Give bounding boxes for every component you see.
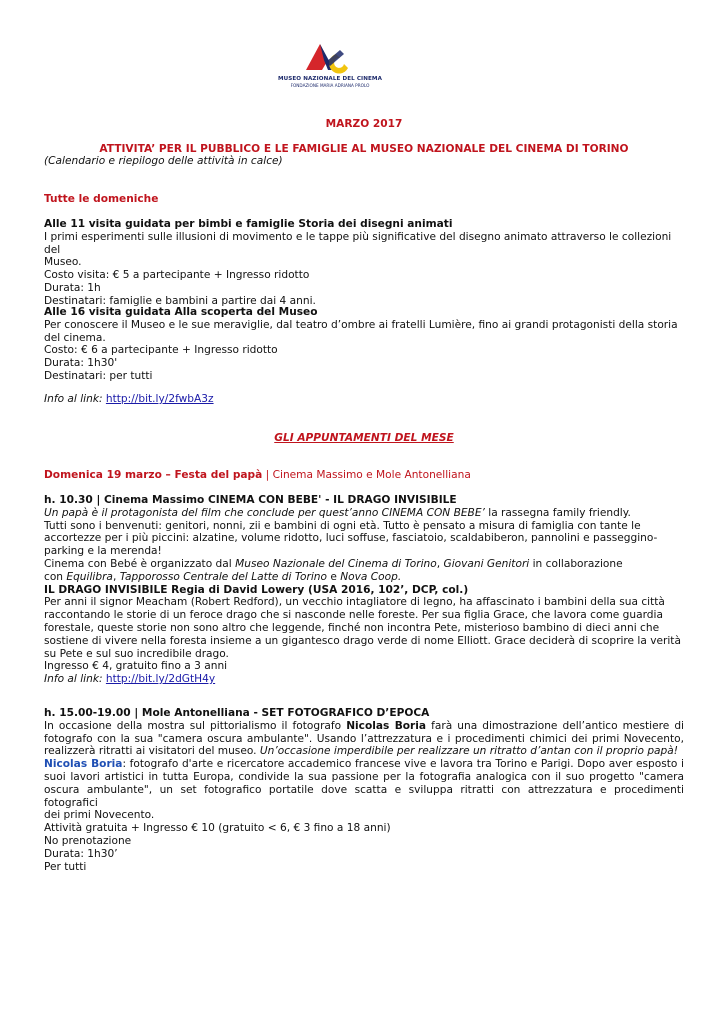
sundays-heading: Tutte le domeniche xyxy=(44,193,159,205)
day-heading xyxy=(44,469,684,482)
museum-logo xyxy=(270,40,390,88)
visit-2-audience: Destinatari: per tutti xyxy=(44,369,153,382)
appointments-heading: GLI APPUNTAMENTI DEL MESE xyxy=(274,432,454,444)
sundays-info xyxy=(44,393,684,406)
event-1-info-link[interactable]: http://bit.ly/2dGtH4y xyxy=(105,673,216,686)
event-2-audience: Per tutti xyxy=(44,860,87,873)
event-2-duration: Durata: 1h30’ xyxy=(44,847,118,860)
event-2-block xyxy=(44,707,684,873)
day-heading-date: Domenica 19 marzo – Festa del papà xyxy=(44,469,263,481)
visit-2-duration: Durata: 1h30' xyxy=(44,357,118,370)
visit-1-duration: Durata: 1h xyxy=(44,281,101,294)
event-1-text-line: Tutti sono i benvenuti: genitori, nonni, zii e bambini di ogni età. Tutto è pensato a misura di famiglia con tante le xyxy=(44,519,641,532)
visit-2-desc-line: del cinema. xyxy=(44,331,106,344)
film-title: IL DRAGO INVISIBILE Regia di David Lowery (USA 2016, 102’, DCP, col.) xyxy=(44,583,469,596)
event-2-text-line: fotografo con la sua "camera oscura ambulante". Usando l’attrezzatura e i procedimenti chimici dei primi Novecento, xyxy=(44,732,684,745)
document-subtitle: (Calendario e riepilogo delle attività in calce) xyxy=(44,155,283,167)
info-label: Info al link: xyxy=(44,673,103,686)
event-2-text-line: In occasione della mostra sul pittorialismo il fotografo Nicolas Boria farà una dimostrazione dell’antico mestiere di xyxy=(44,719,684,732)
event-1-organizers: Cinema con Bebé è organizzato dal Museo Nazionale del Cinema di Torino, Giovani Genitori in collaborazione xyxy=(44,557,623,570)
photographer-bio-line: Nicolas Boria: fotografo d'arte e ricercatore accademico francese vive e lavora tra Torino e Parigi. Dopo aver esposto i xyxy=(44,758,685,771)
visit-1-title: Alle 11 visita guidata per bimbi e famiglie Storia dei disegni animati xyxy=(44,218,453,230)
visit-2-title: Alle 16 visita guidata Alla scoperta del Museo xyxy=(44,306,318,318)
visit-2-block xyxy=(44,306,684,383)
visit-2-cost: Costo: € 6 a partecipante + Ingresso ridotto xyxy=(44,344,278,357)
event-2-price: Attività gratuita + Ingresso € 10 (gratuito < 6, € 3 fino a 18 anni) xyxy=(44,822,391,835)
museum-logo-icon xyxy=(300,40,360,76)
event-1-price: Ingresso € 4, gratuito fino a 3 anni xyxy=(44,660,228,673)
document-title: ATTIVITA’ PER IL PUBBLICO E LE FAMIGLIE AL MUSEO NAZIONALE DEL CINEMA DI TORINO xyxy=(99,143,629,155)
event-1-intro-rest: la rassegna family friendly. xyxy=(484,506,631,519)
event-1-partners: con Equilibra, Tapporosso Centrale del Latte di Torino e Nova Coop. xyxy=(44,570,402,583)
visit-1-desc-line: I primi esperimenti sulle illusioni di movimento e le tappe più significative del disegno animato attraverso le collezioni del xyxy=(44,230,672,256)
sundays-info-link[interactable]: http://bit.ly/2fwbA3z xyxy=(105,393,214,405)
visit-1-desc-line: Museo. xyxy=(44,256,82,269)
film-synopsis-line: forestale, queste storie non sono altro che leggende, finché non incontra Pete, misterioso bambino di dieci anni che xyxy=(44,621,660,634)
film-synopsis-line: su Pete e sul suo incredibile drago. xyxy=(44,647,229,660)
photographer-bio-line: oscura ambulante", un set fotografico portatile dove scatta e sviluppa ritratti con attrezzatura e procedimenti fotografici xyxy=(44,783,684,809)
visit-2-desc-line: Per conoscere il Museo e le sue meraviglie, dal teatro d’ombre ai fratelli Lumière, fino ai grandi protagonisti della storia xyxy=(44,318,678,331)
film-synopsis-line: Per anni il signor Meacham (Robert Redford), un vecchio intagliatore di legno, ha affascinato i bambini della sua città xyxy=(44,596,665,609)
event-2-booking: No prenotazione xyxy=(44,834,132,847)
month-heading: MARZO 2017 xyxy=(325,118,403,130)
day-heading-venues: | Cinema Massimo e Mole Antonelliana xyxy=(262,469,471,481)
visit-1-block xyxy=(44,218,684,308)
info-label: Info al link: xyxy=(44,393,103,405)
logo-foundation: FONDAZIONE MARIA ADRIANA PROLO xyxy=(290,83,370,88)
photographer-bio-line: dei primi Novecento. xyxy=(44,809,155,822)
event-2-title: h. 15.00-19.00 | Mole Antonelliana - SET FOTOGRAFICO D’EPOCA xyxy=(44,707,430,719)
photographer-name: Nicolas Boria xyxy=(44,758,123,771)
event-1-text-line: accortezze per i più piccini: alzatine, volume ridotto, luci soffuse, fasciatoio, scaldabiberon, pannolini e passeggino- xyxy=(44,532,658,545)
event-1-title: h. 10.30 | Cinema Massimo CINEMA CON BEBE' - IL DRAGO INVISIBILE xyxy=(44,494,457,506)
visit-1-audience: Destinatari: famiglie e bambini a partire dai 4 anni. xyxy=(44,294,316,307)
visit-1-cost: Costo visita: € 5 a partecipante + Ingresso ridotto xyxy=(44,269,310,282)
event-2-text-line: realizzerà ritratti ai visitatori del museo. Un’occasione imperdibile per realizzare un ritratto d’antan con il proprio papà! xyxy=(44,745,679,758)
photographer-bio-line: suoi lavori artistici in tutta Europa, condivide la sua passione per la fotografia analogica con il suo progetto "camera xyxy=(44,770,684,783)
logo-name: MUSEO NAZIONALE DEL CINEMA xyxy=(277,76,383,82)
film-synopsis-line: sostiene di vivere nella foresta insieme a un gigantesco drago verde di nome Elliott. Grace deciderà di scoprire la verità xyxy=(44,634,681,647)
event-1-block xyxy=(44,494,684,686)
event-1-text-line: parking e la merenda! xyxy=(44,545,162,558)
event-1-intro-italic: Un papà è il protagonista del film che conclude per quest’anno CINEMA CON BEBE’ xyxy=(44,506,485,519)
film-synopsis-line: raccontando le storie di un feroce drago che si nasconde nelle foreste. Per sua figlia Grace, che lavora come guardia xyxy=(44,609,663,622)
